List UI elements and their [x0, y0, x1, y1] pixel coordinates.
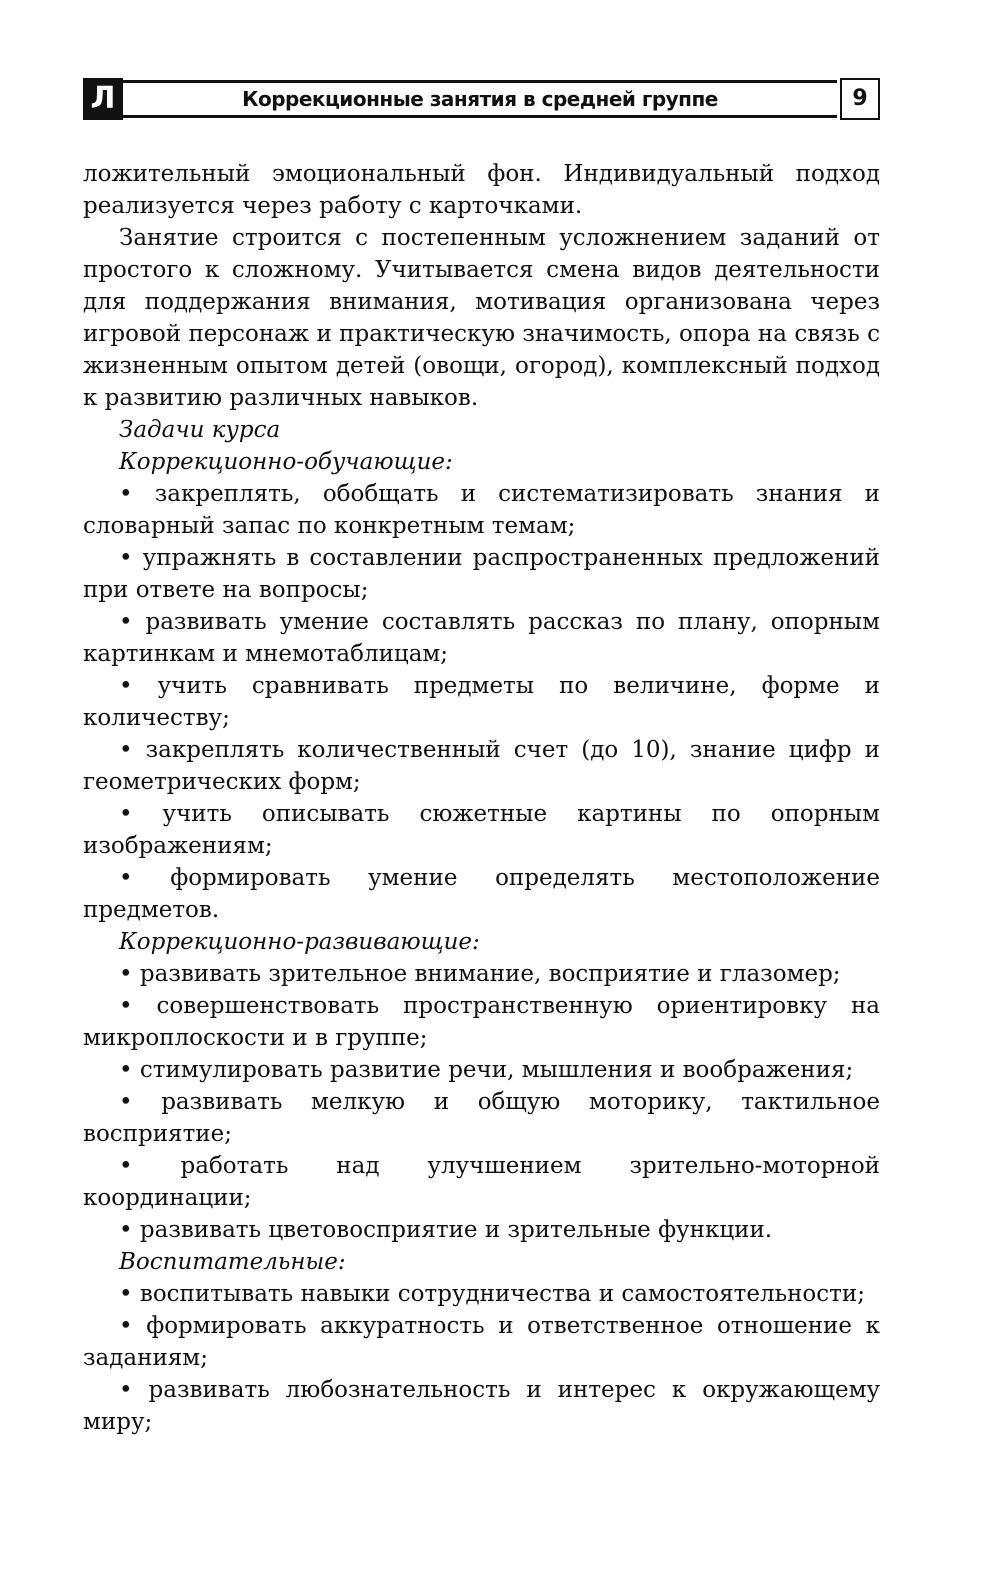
list-item: • работать над улучшением зрительно-моторной координации; — [83, 1153, 880, 1211]
developmental-heading: Коррекционно-развивающие: — [119, 929, 480, 955]
list-item: • упражнять в составлении распространенных предложений при ответе на вопросы; — [83, 545, 880, 603]
list-item: • развивать мелкую и общую моторику, тактильное восприятие; — [83, 1089, 880, 1147]
list-item: • формировать аккуратность и ответственное отношение к заданиям; — [83, 1313, 880, 1371]
list-item: • развивать любознательность и интерес к окружающему миру; — [83, 1377, 880, 1435]
tasks-heading: Задачи курса — [119, 417, 281, 443]
list-item: • формировать умение определять местоположение предметов. — [83, 865, 880, 923]
list-item: • воспитывать навыки сотрудничества и самостоятельности; — [119, 1281, 865, 1307]
list-item: • стимулировать развитие речи, мышления и воображения; — [119, 1057, 854, 1083]
list-item: • закреплять, обобщать и систематизировать знания и словарный запас по конкретным темам; — [83, 481, 880, 539]
list-item: • совершенствовать пространственную ориентировку на микроплоскости и в группе; — [83, 993, 880, 1051]
list-item: • развивать умение составлять рассказ по плану, опорным картинкам и мнемотаблицам; — [83, 609, 880, 667]
publisher-logo: Л — [83, 78, 123, 120]
running-header — [83, 78, 880, 120]
paragraph-continued: ложительный эмоциональный фон. Индивидуальный подход реализуется через работу с карточками. — [83, 161, 880, 219]
upbringing-heading: Воспитательные: — [119, 1249, 346, 1275]
list-item: • учить описывать сюжетные картины по опорным изображениям; — [83, 801, 880, 859]
list-item: • развивать цветовосприятие и зрительные функции. — [119, 1217, 773, 1243]
list-item: • учить сравнивать предметы по величине, форме и количеству; — [83, 673, 880, 731]
running-title: Коррекционные занятия в средней группе — [242, 87, 718, 111]
paragraph-main: Занятие строится с постепенным усложнением заданий от простого к сложному. Учитывается смена видов деятельности для поддержания внимания, мотивация организована через игровой персонаж и практическую значимость, опора на связь с жизненным опытом детей (овощи, огород), комплексный подход к развитию различных навыков. — [83, 225, 880, 411]
page-number: 9 — [840, 78, 880, 120]
list-item: • развивать зрительное внимание, восприятие и глазомер; — [119, 961, 841, 987]
educational-heading: Коррекционно-обучающие: — [119, 449, 453, 475]
page-body — [83, 158, 880, 1438]
list-item: • закреплять количественный счет (до 10), знание цифр и геометрических форм; — [83, 737, 880, 795]
